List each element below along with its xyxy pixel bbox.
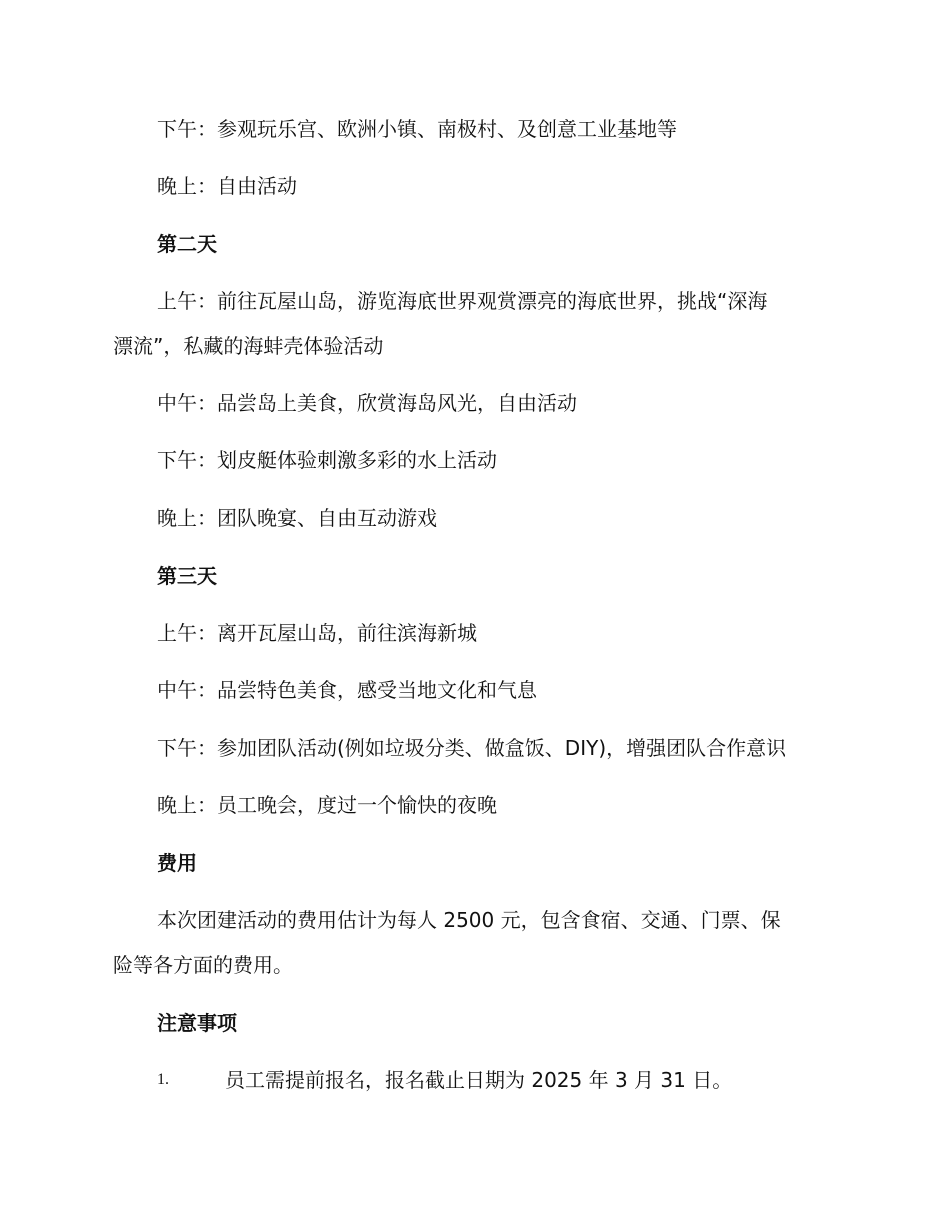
day2-heading: 第二天 <box>157 232 217 256</box>
cost-line1: 本次团建活动的费用估计为每人 2500 元，包含食宿、交通、门票、保 <box>157 908 781 932</box>
cost-line2: 险等各方面的费用。 <box>113 953 293 977</box>
day2-morning-line2: 漂流”，私藏的海蚌壳体验活动 <box>113 334 384 358</box>
day2-afternoon: 下午：划皮艇体验刺激多彩的水上活动 <box>157 448 497 472</box>
day2-morning-line1: 上午：前往瓦屋山岛，游览海底世界观赏漂亮的海底世界，挑战“深海 <box>157 289 768 313</box>
list-item-number: 1. <box>157 1071 169 1088</box>
day3-evening: 晚上：员工晚会，度过一个愉快的夜晚 <box>157 793 497 817</box>
day3-afternoon: 下午：参加团队活动(例如垃圾分类、做盒饭、DIY)，增强团队合作意识 <box>157 736 787 760</box>
day3-morning: 上午：离开瓦屋山岛，前往滨海新城 <box>157 621 477 645</box>
day3-heading: 第三天 <box>157 564 217 588</box>
list-item-text: 员工需提前报名，报名截止日期为 2025 年 3 月 31 日。 <box>225 1068 733 1092</box>
day3-noon: 中午：品尝特色美食，感受当地文化和气息 <box>157 678 537 702</box>
notes-heading: 注意事项 <box>157 1011 237 1035</box>
day1-evening: 晚上：自由活动 <box>157 174 297 198</box>
cost-heading: 费用 <box>157 851 197 875</box>
day2-evening: 晚上：团队晚宴、自由互动游戏 <box>157 506 437 530</box>
day2-noon: 中午：品尝岛上美食，欣赏海岛风光，自由活动 <box>157 391 577 415</box>
day1-afternoon: 下午：参观玩乐宫、欧洲小镇、南极村、及创意工业基地等 <box>157 117 677 141</box>
